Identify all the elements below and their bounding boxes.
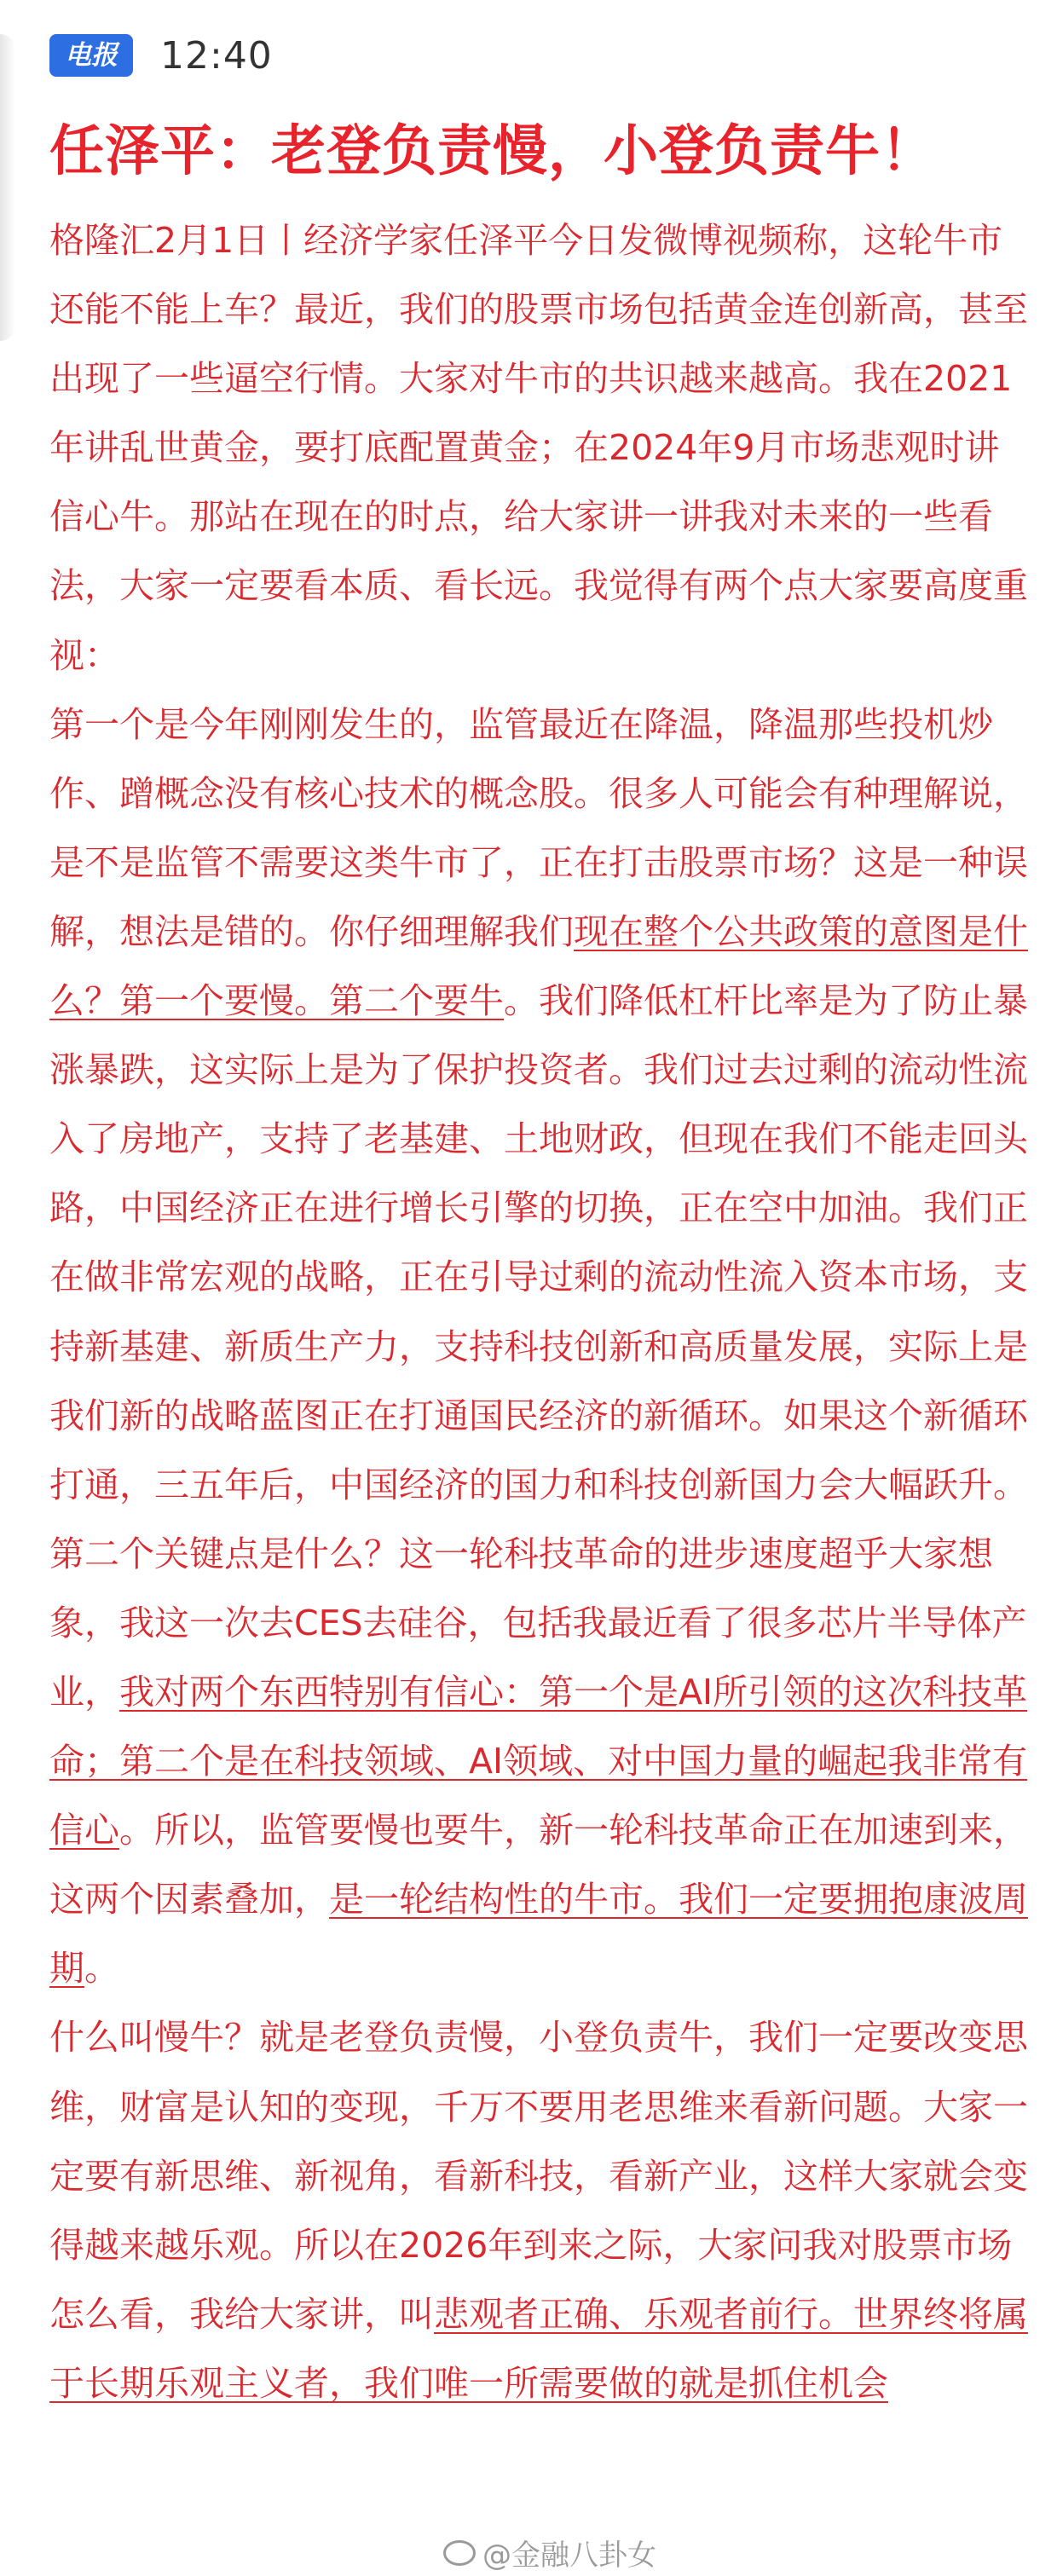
paragraph-text: 什么叫慢牛？就是老登负责慢，小登负责牛，我们一定要改变思维，财富是认知的变现，千万不要用老思维来看新问题。大家一定要有新思维、新视角，看新科技，看新产业，这样大家就会变得越来越乐观。所以在2026年到来之际，大家问我对股票市场怎么看，我给大家讲，叫 — [49, 2017, 1028, 2335]
underlined-text: 我对两个东西特别有信心：第一个是AI所引领的这次科技革命；第二个是在科技领域、AI领域、对中国力量的崛起我非常有信心 — [49, 1671, 1028, 1851]
watermark-text: @金融八卦女 — [482, 2538, 656, 2573]
article-body — [49, 206, 1030, 2418]
left-edge-shadow — [0, 34, 15, 341]
article-paragraph — [49, 2003, 1030, 2418]
publish-time: 12:40 — [160, 33, 273, 78]
weibo-icon — [443, 2540, 476, 2566]
underlined-text: 悲观者正确、乐观者前行。世界终将属于长期乐观主义者，我们唯一所需要做的就是抓住机会 — [49, 2293, 1028, 2404]
paragraph-text: 第一个是今年刚刚发生的，监管最近在降温，降温那些投机炒作、蹭概念没有核心技术的概念股。很多人可能会有种理解说，是不是监管不需要这类牛市了，正在打击股票市场？这是一种误解，想法是错的。你仔细理解我们 — [49, 703, 1028, 952]
telegraph-badge: 电报 — [49, 34, 133, 77]
article-title: 任泽平：老登负责慢，小登负责牛！ — [49, 120, 936, 183]
paragraph-text: 第二个关键点是什么？这一轮科技革命的进步速度超乎大家想象，我这一次去CES去硅谷，包括我最近看了很多芯片半导体产业， — [49, 1533, 1027, 1713]
article-paragraph — [49, 206, 1030, 690]
article-paragraph — [49, 1520, 1030, 2004]
paragraph-text: 。 — [84, 1948, 119, 1990]
underlined-text: 现在整个公共政策的意图是什么？第一个要慢。第二个要牛 — [49, 910, 1028, 1022]
paragraph-text: 格隆汇2月1日丨经济学家任泽平今日发微博视频称，这轮牛市还能不能上车？最近，我们的股票市场包括黄金连创新高，甚至出现了一些逼空行情。大家对牛市的共识越来越高。我在2021年讲乱世黄金，要打底配置黄金；在2024年9月市场悲观时讲信心牛。那站在现在的时点，给大家讲一讲我对未来的一些看法，大家一定要看本质、看长远。我觉得有两个点大家要高度重视： — [49, 220, 1028, 676]
underlined-text: 是一轮结构性的牛市。我们一定要拥抱康波周期 — [49, 1879, 1028, 1990]
news-header — [49, 26, 273, 85]
article-paragraph — [49, 690, 1030, 1520]
paragraph-text: 。我们降低杠杆比率是为了防止暴涨暴跌，这实际上是为了保护投资者。我们过去过剩的流动性流入了房地产，支持了老基建、土地财政，但现在我们不能走回头路，中国经济正在进行增长引擎的切换，正在空中加油。我们正在做非常宏观的战略，正在引导过剩的流动性流入资本市场，支持新基建、新质生产力，支持科技创新和高质量发展，实际上是我们新的战略蓝图正在打通国民经济的新循环。如果这个新循环打通，三五年后，中国经济的国力和科技创新国力会大幅跃升。 — [49, 980, 1028, 1505]
weibo-watermark — [443, 2532, 656, 2573]
paragraph-text: 。所以，监管要慢也要牛，新一轮科技革命正在加速到来，这两个因素叠加， — [49, 1810, 1028, 1920]
